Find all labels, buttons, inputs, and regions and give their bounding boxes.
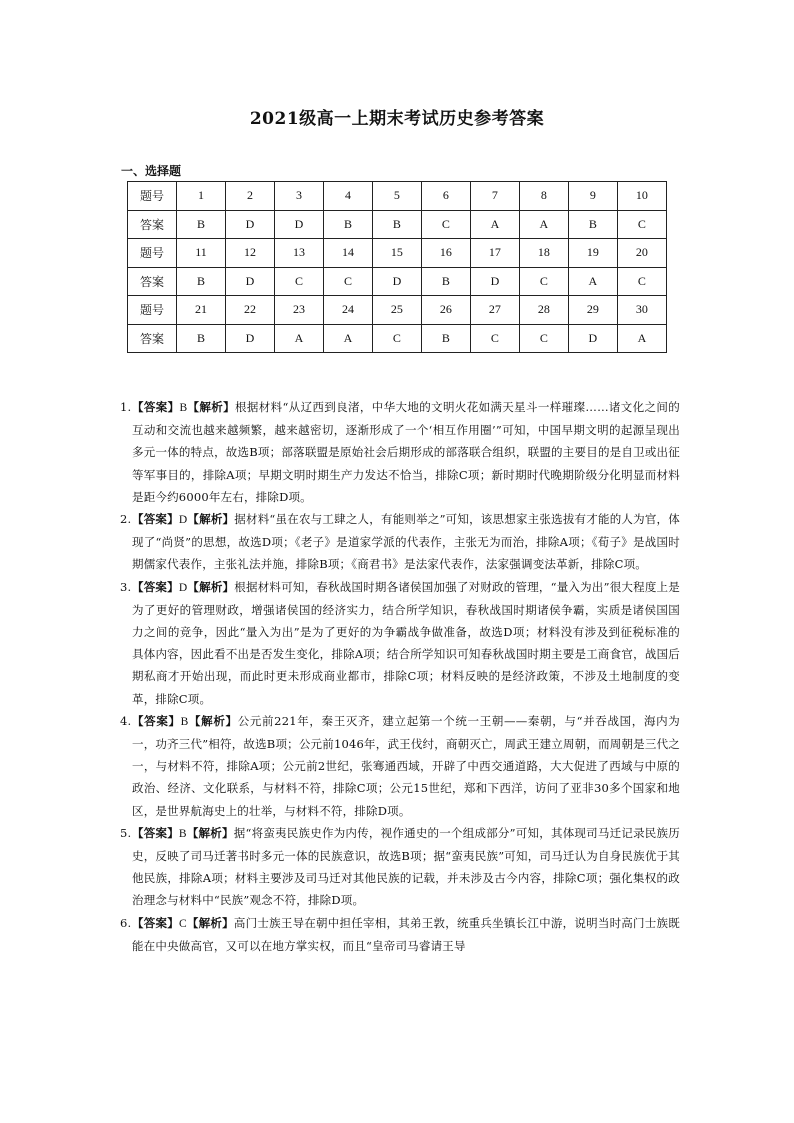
question-number-cell: 7 xyxy=(470,182,519,211)
answer-tag: 【答案】 xyxy=(132,825,179,840)
question-number-cell: 5 xyxy=(372,182,421,211)
question-number-cell: 21 xyxy=(177,296,226,325)
question-number-cell: 30 xyxy=(617,296,666,325)
analysis-text: 根据材料可知，春秋战国时期各诸侯国加强了对财政的管理，“量入为出”很大程度上是为了更好的管理财政，增强诸侯国的经济实力，结合所学知识，春秋战国时期诸侯争霸，实质是诸侯国国力之间的竞争，因此“量入为出”是为了更好的为争霸战争做准备，故选D项；材料没有涉及到征税标准的具体内容，因此看不出是否发生变化，排除A项；结合所学知识可知春秋战国时期主要是工商食官，战国后期私商才开始出现，而此时更未形成商业都市，排除C项；材料反映的是经济政策，不涉及土地制度的变革，排除C项。 xyxy=(132,579,680,706)
question-number-cell: 29 xyxy=(568,296,617,325)
question-number-cell: 14 xyxy=(323,239,372,268)
answer-cell: D xyxy=(568,324,617,353)
answer-cell: B xyxy=(177,210,226,239)
answer-cell: D xyxy=(225,210,274,239)
answer-letter: C xyxy=(178,917,187,930)
answer-cell: B xyxy=(323,210,372,239)
answer-cell: B xyxy=(421,324,470,353)
answer-item xyxy=(120,396,680,508)
answer-cell: B xyxy=(421,267,470,296)
question-number-cell: 1 xyxy=(177,182,226,211)
answer-item xyxy=(120,508,680,576)
question-number-cell: 26 xyxy=(421,296,470,325)
question-number-cell: 12 xyxy=(225,239,274,268)
answer-tag: 【答案】 xyxy=(132,512,179,527)
question-number-cell: 2 xyxy=(225,182,274,211)
analysis-text: 根据材料“从辽西到良渚，中华大地的文明火花如满天星斗一样璀璨……诸文化之间的互动和交流也越来越频繁，越来越密切，逐渐形成了一个‘相互作用圈’”可知，中国早期文明的起源呈现出多元一体的特点，故选B项；部落联盟是原始社会后期形成的部落联合组织，联盟的主要目的是自卫或出征等军事目的，排除A项；早期文明时期生产力发达不恰当，排除C项；新时期时代晚期阶级分化明显而材料是距今约6000年左右，排除D项。 xyxy=(132,400,680,504)
analysis-tag: 【解析】 xyxy=(188,713,238,728)
answer-cell: A xyxy=(470,210,519,239)
analysis-tag: 【解析】 xyxy=(187,512,235,527)
row-label: 答案 xyxy=(128,210,177,239)
answer-cell: D xyxy=(225,267,274,296)
answer-tag: 【答案】 xyxy=(132,915,179,930)
row-label: 题号 xyxy=(128,239,177,268)
answer-cell: B xyxy=(177,324,226,353)
question-number-cell: 9 xyxy=(568,182,617,211)
section-heading: 一、选择题 xyxy=(121,164,182,178)
answer-cell: A xyxy=(617,324,666,353)
answer-cell: C xyxy=(617,210,666,239)
answer-cell: C xyxy=(274,267,323,296)
answer-item xyxy=(120,822,680,912)
question-number-cell: 20 xyxy=(617,239,666,268)
answer-cell: B xyxy=(177,267,226,296)
answer-cell: D xyxy=(372,267,421,296)
answer-row xyxy=(128,210,667,239)
answer-letter: D xyxy=(178,514,188,527)
question-number-cell: 19 xyxy=(568,239,617,268)
question-number-cell: 27 xyxy=(470,296,519,325)
answer-item xyxy=(120,912,680,957)
answer-tag: 【答案】 xyxy=(132,400,180,414)
question-number-cell: 13 xyxy=(274,239,323,268)
answer-row xyxy=(128,267,667,296)
answer-cell: C xyxy=(421,210,470,239)
answer-explanations xyxy=(120,396,680,957)
analysis-text: 高门士族王导在朝中担任宰相，其弟王敦，统重兵坐镇长江中游，说明当时高门士族既能在中央做高官，又可以在地方掌实权，而且“皇帝司马睿请王导 xyxy=(132,915,680,953)
question-number-cell: 18 xyxy=(519,239,568,268)
analysis-text: 据“将蛮夷民族史作为内传，视作通史的一个组成部分”可知，其体现司马迁记录民族历史，反映了司马迁著书时多元一体的民族意识，故选B项；据“蛮夷民族”可知，司马迁认为自身民族优于其他民族，排除A项；材料主要涉及司马迁对其他民族的记载，并未涉及古今内容，排除C项；强化集权的政治理念与材料中“民族”观念不符，排除D项。 xyxy=(132,825,680,908)
answer-cell: C xyxy=(519,324,568,353)
answer-cell: A xyxy=(519,210,568,239)
question-number-row xyxy=(128,182,667,211)
answer-cell: C xyxy=(470,324,519,353)
item-number: 1. xyxy=(120,400,132,414)
question-number-cell: 8 xyxy=(519,182,568,211)
answer-tag: 【答案】 xyxy=(132,713,181,728)
analysis-tag: 【解析】 xyxy=(186,825,234,840)
row-label: 题号 xyxy=(128,296,177,325)
answer-cell: D xyxy=(274,210,323,239)
answer-letter: B xyxy=(178,827,187,840)
row-label: 题号 xyxy=(128,182,177,211)
answer-cell: C xyxy=(323,267,372,296)
analysis-tag: 【解析】 xyxy=(187,579,235,594)
answer-cell: B xyxy=(568,210,617,239)
question-number-cell: 6 xyxy=(421,182,470,211)
item-number: 5. xyxy=(120,825,132,840)
question-number-cell: 25 xyxy=(372,296,421,325)
question-number-cell: 22 xyxy=(225,296,274,325)
answer-cell: A xyxy=(568,267,617,296)
answer-cell: C xyxy=(519,267,568,296)
question-number-cell: 23 xyxy=(274,296,323,325)
analysis-tag: 【解析】 xyxy=(187,400,235,414)
answer-tag: 【答案】 xyxy=(132,579,179,594)
item-number: 2. xyxy=(120,512,132,527)
question-number-cell: 4 xyxy=(323,182,372,211)
analysis-text: 公元前221年，秦王灭齐，建立起第一个统一王朝——秦朝，与“并吞战国，海内为一，功齐三代”相符，故选B项；公元前1046年，武王伐纣，商朝灭亡，周武王建立周朝，而周朝是三代之一，与材料不符，排除A项；公元前2世纪，张骞通西域，开辟了中西交通道路，大大促进了西域与中原的政治、经济、文化联系，与材料不符，排除C项；公元15世纪，郑和下西洋，访问了亚非30多个国家和地区，是世界航海史上的壮举，与材料不符，排除D项。 xyxy=(132,713,680,818)
page-title: 2021级高一上期末考试历史参考答案 xyxy=(249,109,545,129)
answer-cell: C xyxy=(372,324,421,353)
answer-letter: D xyxy=(178,581,188,594)
row-label: 答案 xyxy=(128,324,177,353)
row-label: 答案 xyxy=(128,267,177,296)
question-number-cell: 3 xyxy=(274,182,323,211)
question-number-cell: 24 xyxy=(323,296,372,325)
answer-cell: D xyxy=(470,267,519,296)
question-number-cell: 11 xyxy=(177,239,226,268)
answer-item xyxy=(120,576,680,710)
question-number-cell: 16 xyxy=(421,239,470,268)
item-number: 3. xyxy=(120,579,132,594)
question-number-cell: 10 xyxy=(617,182,666,211)
item-number: 6. xyxy=(120,915,132,930)
analysis-text: 据材料“虽在农与工肆之人，有能则举之”可知，该思想家主张选拔有才能的人为官，体现了“尚贤”的思想，故选D项；《老子》是道家学派的代表作，主张无为而治，排除A项；《荀子》是战国时期儒家代表作，主张礼法并施，排除B项；《商君书》是法家代表作，法家强调变法革新，排除C项。 xyxy=(132,512,680,572)
analysis-tag: 【解析】 xyxy=(186,915,234,930)
answer-table xyxy=(127,181,667,353)
answer-row xyxy=(128,324,667,353)
item-number: 4. xyxy=(120,713,132,728)
question-number-cell: 15 xyxy=(372,239,421,268)
answer-item xyxy=(120,710,680,822)
answer-cell: C xyxy=(617,267,666,296)
question-number-cell: 28 xyxy=(519,296,568,325)
question-number-row xyxy=(128,296,667,325)
answer-letter: B xyxy=(180,715,189,728)
answer-letter: B xyxy=(179,402,188,414)
answer-cell: D xyxy=(225,324,274,353)
question-number-cell: 17 xyxy=(470,239,519,268)
answer-cell: A xyxy=(323,324,372,353)
question-number-row xyxy=(128,239,667,268)
answer-cell: A xyxy=(274,324,323,353)
answer-cell: B xyxy=(372,210,421,239)
